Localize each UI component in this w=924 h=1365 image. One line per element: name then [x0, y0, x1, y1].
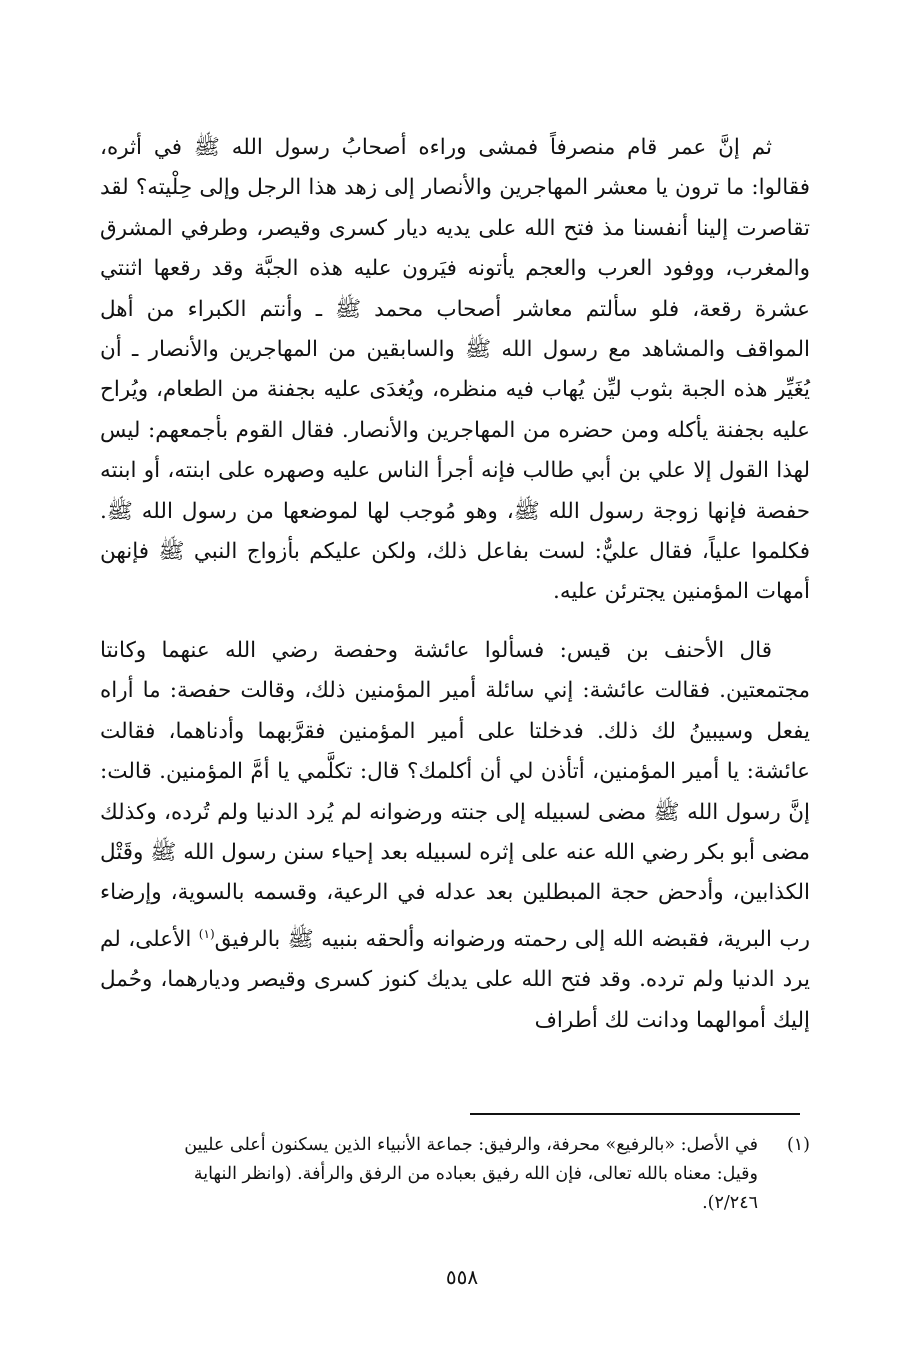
page-body [100, 128, 810, 1041]
paragraph-2-text-continued: الأعلى، لم يرد الدنيا ولم ترده. وقد فتح الله على يديك كنوز كسرى وقيصر وديارهما، وحُمل إليك أموالهما ودانت لك أطراف [100, 926, 810, 1033]
footnote-text-1: في الأصل: «بالرفيع» محرفة، والرفيق: جماعة الأنبياء الذين يسكنون أعلى عليين [184, 1135, 758, 1155]
footnote-line-3: ٢/٢٤٦). [702, 1193, 758, 1213]
paragraph-2 [100, 631, 810, 1041]
footnote-line-2: وقيل: معناه بالله تعالى، فإن الله رفيق بعباده من الرفق والرأفة. (وانظر النهاية [193, 1164, 758, 1184]
footnote-line-1 [100, 1131, 810, 1160]
page-number: ٥٥٨ [445, 1265, 479, 1289]
footnote-divider [470, 1113, 800, 1115]
footnote-marker: (١) [786, 1135, 810, 1155]
footnote-reference[interactable]: (١) [198, 926, 215, 941]
paragraph-1: ثم إنَّ عمر قام منصرفاً فمشى وراءه أصحابُ رسول الله ﷺ في أثره، فقالوا: ما ترون يا معشر المهاجرين والأنصار إلى زهد هذا الرجل وإلى حِلْيته؟ لقد تقاصرت إلينا أنفسنا مذ فتح الله على يديه ديار كسرى وقيصر، وطرفي المشرق والمغرب، ووفود العرب والعجم يأتونه فيَرون عليه هذه الجبَّة وقد رقعها اثنتي عشرة رقعة، فلو سألتم معاشر أصحاب محمد ﷺ ـ وأنتم الكبراء من أهل المواقف والمشاهد مع رسول الله ﷺ والسابقين من المهاجرين والأنصار ـ أن يُغَيِّر هذه الجبة بثوب ليِّن يُهاب فيه منظره، ويُغدَى عليه بجفنة من الطعام، ويُراح عليه بجفنة يأكله ومن حضره من المهاجرين والأنصار. فقال القوم بأجمعهم: ليس لهذا القول إلا علي بن أبي طالب فإنه أجرأ الناس عليه وصهره على ابنته، أو ابنته حفصة فإنها زوجة رسول الله ﷺ، وهو مُوجب لها لموضعها من رسول الله ﷺ. فكلموا علياً، فقال عليٌّ: لست بفاعل ذلك، ولكن عليكم بأزواج النبي ﷺ فإنهن أمهات المؤمنين يجترئن عليه. [100, 135, 810, 605]
footnote [100, 1131, 810, 1218]
paragraph-2-text: قال الأحنف بن قيس: فسألوا عائشة وحفصة رضي الله عنهما وكانتا مجتمعتين. فقالت عائشة: إني سائلة أمير المؤمنين ذلك، وقالت حفصة: ما أراه يفعل وسيبينُ لك ذلك. فدخلتا على أمير المؤمنين فقرَّبهما وأدناهما، فقالت عائشة: يا أمير المؤمنين، أتأذن لي أن أكلمك؟ قال: تكلَّمي يا أمَّ المؤمنين. قالت: إنَّ رسول الله ﷺ مضى لسبيله إلى جنته ورضوانه لم يُرد الدنيا ولم تُرده، وكذلك مضى أبو بكر رضي الله عنه على إثره لسبيله بعد إحياء سنن رسول الله ﷺ وقَتْل الكذابين، وأدحض حجة المبطلين بعد عدله في الرعية، وقسمه بالسوية، وإرضاء رب البرية، فقبضه الله إلى رحمته ورضوانه وألحقه بنبيه ﷺ بالرفيق [100, 637, 810, 952]
